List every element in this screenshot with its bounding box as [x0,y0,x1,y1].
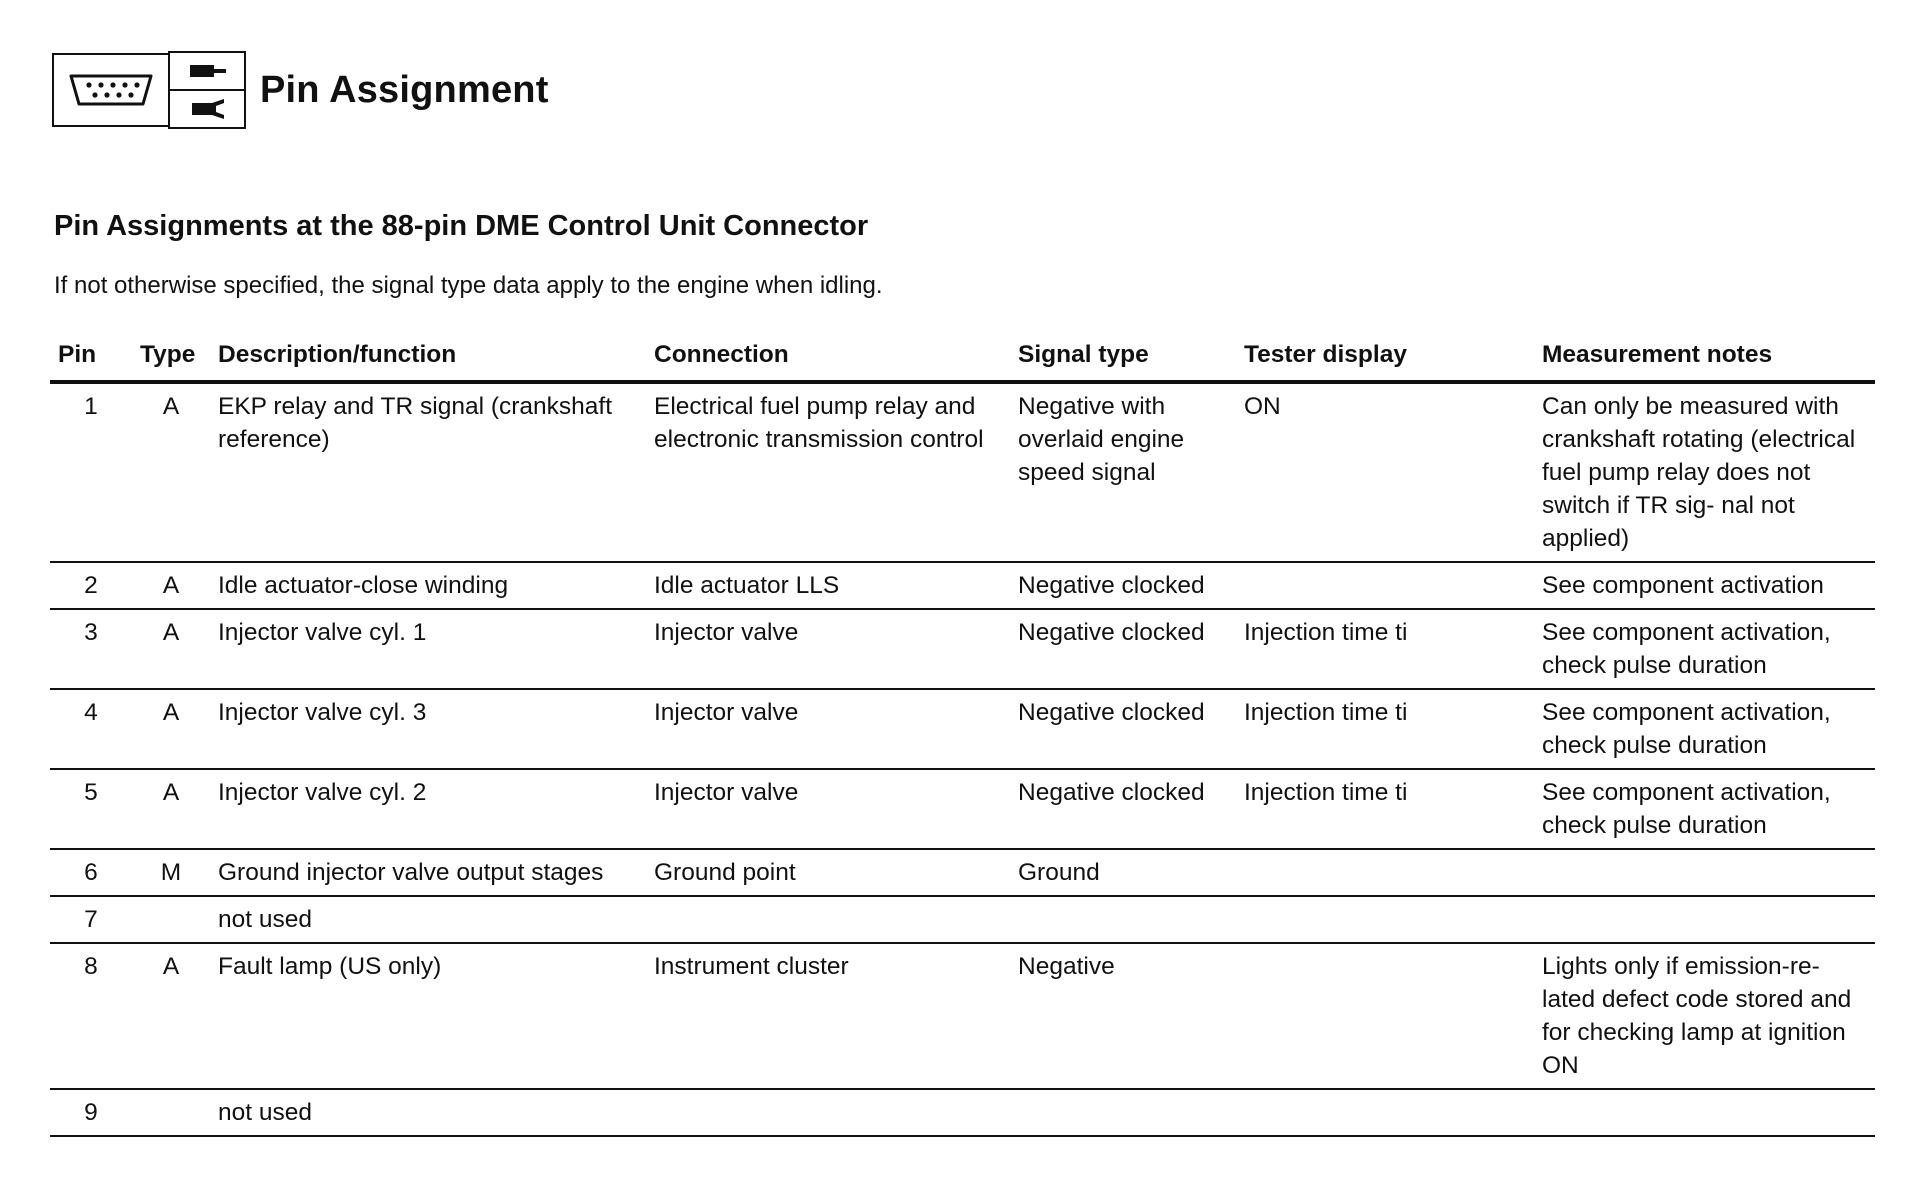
cell-pin: 8 [50,943,132,1089]
cell-description: not used [210,1089,646,1136]
cell-tester-display: Injection time ti [1236,769,1534,849]
cell-pin: 4 [50,689,132,769]
cell-description: Idle actuator-close winding [210,562,646,609]
page-header [52,49,549,131]
header-tester-display: Tester display [1236,338,1534,382]
cell-connection [646,896,1010,943]
cell-type: A [132,562,210,609]
cell-connection: Idle actuator LLS [646,562,1010,609]
cell-type: A [132,382,210,562]
cell-signal-type [1010,1089,1236,1136]
table-row [50,562,1875,609]
cell-measurement-notes: See component activation, check pulse duration [1534,769,1875,849]
cell-measurement-notes: See component activation, check pulse duration [1534,609,1875,689]
plug-icon [170,53,244,89]
cell-connection: Instrument cluster [646,943,1010,1089]
cell-signal-type: Ground [1010,849,1236,896]
table-header-row [50,338,1875,382]
cell-measurement-notes: See component activation, check pulse duration [1534,689,1875,769]
cell-type [132,896,210,943]
cell-description: not used [210,896,646,943]
cell-pin: 9 [50,1089,132,1136]
cell-measurement-notes: Can only be measured with crankshaft rotating (electrical fuel pump relay does not switch if TR sig- nal not applied) [1534,382,1875,562]
cell-measurement-notes: Lights only if emission-re- lated defect code stored and for checking lamp at ignition ON [1534,943,1875,1089]
cell-signal-type: Negative with overlaid engine speed signal [1010,382,1236,562]
table-row [50,689,1875,769]
cell-signal-type [1010,896,1236,943]
table-row [50,1089,1875,1136]
cell-tester-display: Injection time ti [1236,609,1534,689]
cell-connection: Injector valve [646,689,1010,769]
cell-type: A [132,943,210,1089]
cell-connection: Injector valve [646,769,1010,849]
cell-signal-type: Negative [1010,943,1236,1089]
cell-type: A [132,769,210,849]
cell-measurement-notes [1534,1089,1875,1136]
cell-connection [646,1089,1010,1136]
cell-tester-display [1236,896,1534,943]
cell-type: A [132,689,210,769]
cell-pin: 6 [50,849,132,896]
cell-tester-display: Injection time ti [1236,689,1534,769]
table-row [50,609,1875,689]
cell-measurement-notes [1534,849,1875,896]
cell-tester-display [1236,562,1534,609]
cell-signal-type: Negative clocked [1010,609,1236,689]
cell-description: Injector valve cyl. 2 [210,769,646,849]
cell-tester-display [1236,943,1534,1089]
cell-tester-display [1236,1089,1534,1136]
cell-pin: 2 [50,562,132,609]
header-description: Description/function [210,338,646,382]
cell-connection: Ground point [646,849,1010,896]
section-title: Pin Assignments at the 88-pin DME Control Unit Connector [54,210,869,242]
pin-assignment-table [50,338,1875,1137]
cell-signal-type: Negative clocked [1010,769,1236,849]
cell-pin: 3 [50,609,132,689]
plug-socket-icon [168,51,246,129]
cell-type: A [132,609,210,689]
cell-type: M [132,849,210,896]
table-row [50,896,1875,943]
table-row [50,769,1875,849]
cell-pin: 5 [50,769,132,849]
header-signal-type: Signal type [1010,338,1236,382]
cell-description: Injector valve cyl. 1 [210,609,646,689]
table-row [50,849,1875,896]
connector-icon [52,53,170,127]
cell-description: Injector valve cyl. 3 [210,689,646,769]
socket-icon [170,89,244,127]
cell-measurement-notes: See component activation [1534,562,1875,609]
intro-text: If not otherwise specified, the signal type data apply to the engine when idling. [54,272,883,299]
cell-type [132,1089,210,1136]
cell-connection: Electrical fuel pump relay and electronic transmission control [646,382,1010,562]
header-pin: Pin [50,338,132,382]
page-title: Pin Assignment [260,68,549,111]
cell-pin: 7 [50,896,132,943]
cell-tester-display [1236,849,1534,896]
header-type: Type [132,338,210,382]
cell-tester-display: ON [1236,382,1534,562]
cell-signal-type: Negative clocked [1010,562,1236,609]
cell-signal-type: Negative clocked [1010,689,1236,769]
table-row [50,382,1875,562]
cell-description: EKP relay and TR signal (crankshaft reference) [210,382,646,562]
cell-connection: Injector valve [646,609,1010,689]
table-row [50,943,1875,1089]
header-connection: Connection [646,338,1010,382]
cell-pin: 1 [50,382,132,562]
cell-description: Fault lamp (US only) [210,943,646,1089]
cell-description: Ground injector valve output stages [210,849,646,896]
header-measurement-notes: Measurement notes [1534,338,1875,382]
cell-measurement-notes [1534,896,1875,943]
